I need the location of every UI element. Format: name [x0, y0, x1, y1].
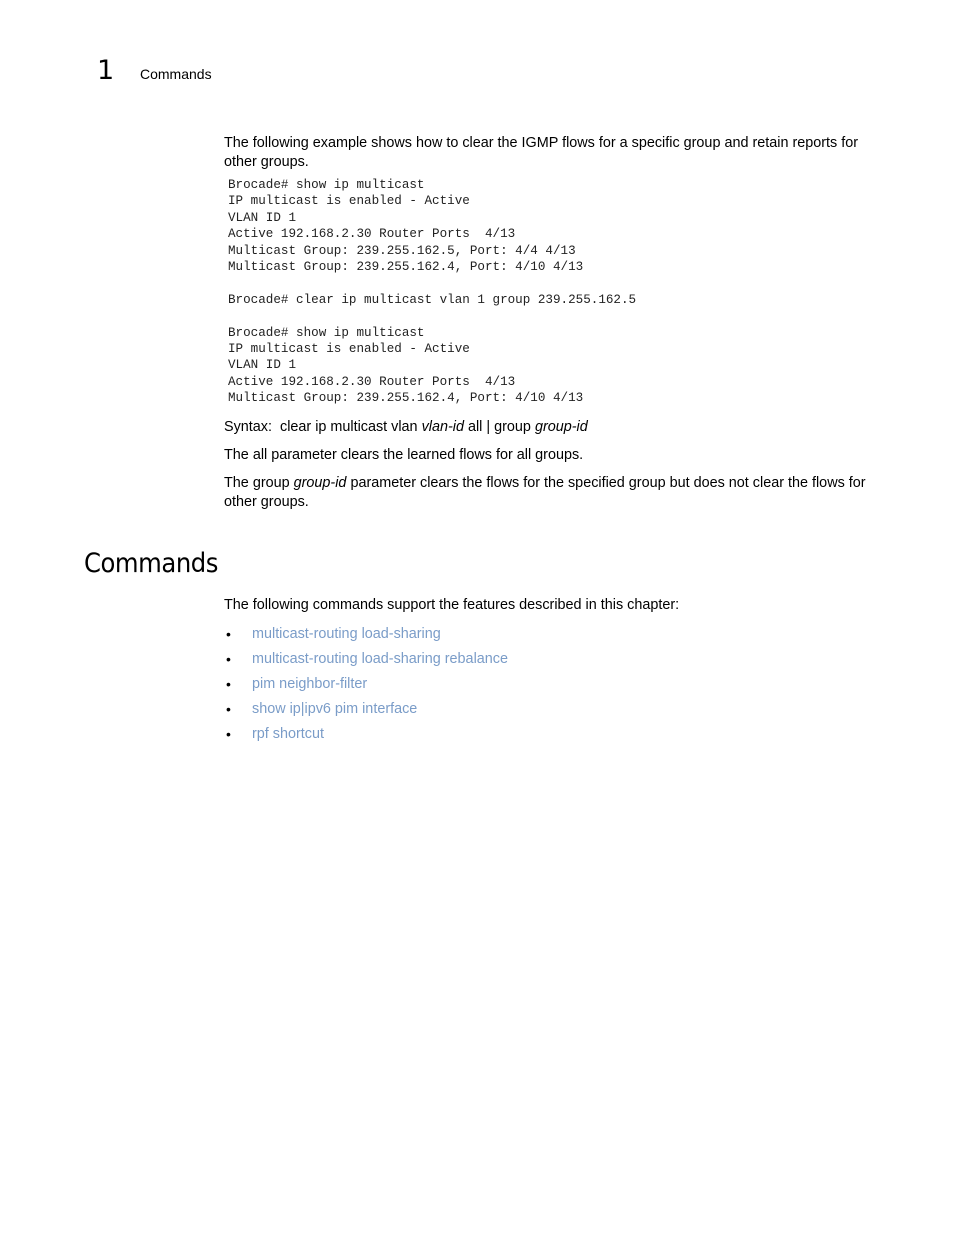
syntax-command: clear ip multicast vlan — [280, 419, 418, 435]
code-line: VLAN ID 1 — [228, 210, 297, 225]
group-param-description — [224, 474, 874, 512]
code-line: Multicast Group: 239.255.162.5, Port: 4/4 4/13 — [228, 243, 576, 258]
all-param-description — [224, 446, 874, 465]
code-line: Active 192.168.2.30 Router Ports 4/13 — [228, 227, 516, 242]
syntax-vlan-arg: vlan-id — [421, 419, 464, 435]
bullet-icon: • — [226, 651, 231, 667]
syntax-group-keyword: group — [494, 419, 531, 435]
syntax-line — [224, 418, 874, 437]
chapter-title: Commands — [140, 66, 212, 82]
bullet-icon: • — [226, 726, 231, 742]
bullet-icon: • — [226, 626, 231, 642]
command-link-load-sharing-rebalance[interactable]: multicast-routing load-sharing rebalance — [252, 651, 508, 667]
code-example — [228, 177, 636, 407]
syntax-label: Syntax: — [224, 419, 272, 435]
code-line: Active 192.168.2.30 Router Ports 4/13 — [228, 374, 516, 389]
group-param-text: parameter clears the flows for the specified group but does not clear the flows for other groups. — [224, 475, 866, 510]
code-line: Multicast Group: 239.255.162.4, Port: 4/10 4/13 — [228, 260, 584, 275]
all-param-text: parameter clears the learned flows for all groups. — [271, 447, 584, 463]
bullet-icon: • — [226, 701, 231, 717]
code-line: Brocade# show ip multicast — [228, 325, 425, 340]
syntax-separator: | — [486, 419, 491, 435]
group-param-arg: group-id — [293, 475, 347, 491]
code-line: IP multicast is enabled - Active — [228, 342, 470, 357]
code-line: VLAN ID 1 — [228, 358, 297, 373]
command-link-show-pim-interface[interactable]: show ip|ipv6 pim interface — [252, 701, 418, 717]
all-param-prefix: The — [224, 447, 249, 463]
command-link-rpf-shortcut[interactable]: rpf shortcut — [252, 726, 324, 742]
code-line: Brocade# clear ip multicast vlan 1 group 239.255.162.5 — [228, 292, 637, 307]
command-link-pim-neighbor-filter[interactable]: pim neighbor-filter — [252, 676, 368, 692]
bullet-icon: • — [226, 676, 231, 692]
code-line: IP multicast is enabled - Active — [228, 194, 470, 209]
code-line: Multicast Group: 239.255.162.4, Port: 4/10 4/13 — [228, 391, 584, 406]
commands-intro: The following commands support the features described in this chapter: — [224, 597, 680, 613]
syntax-all-keyword: all — [467, 419, 483, 435]
intro-paragraph: The following example shows how to clear the IGMP flows for a specific group and retain reports for other groups. — [224, 135, 859, 170]
chapter-number: 1 — [97, 55, 115, 86]
all-param-keyword: all — [252, 447, 268, 463]
code-line: Brocade# show ip multicast — [228, 178, 425, 192]
group-param-keyword: group — [252, 475, 290, 491]
syntax-group-arg: group-id — [534, 419, 588, 435]
commands-heading: Commands — [84, 548, 218, 579]
command-link-load-sharing[interactable]: multicast-routing load-sharing — [252, 626, 441, 642]
group-param-prefix: The — [224, 475, 249, 491]
